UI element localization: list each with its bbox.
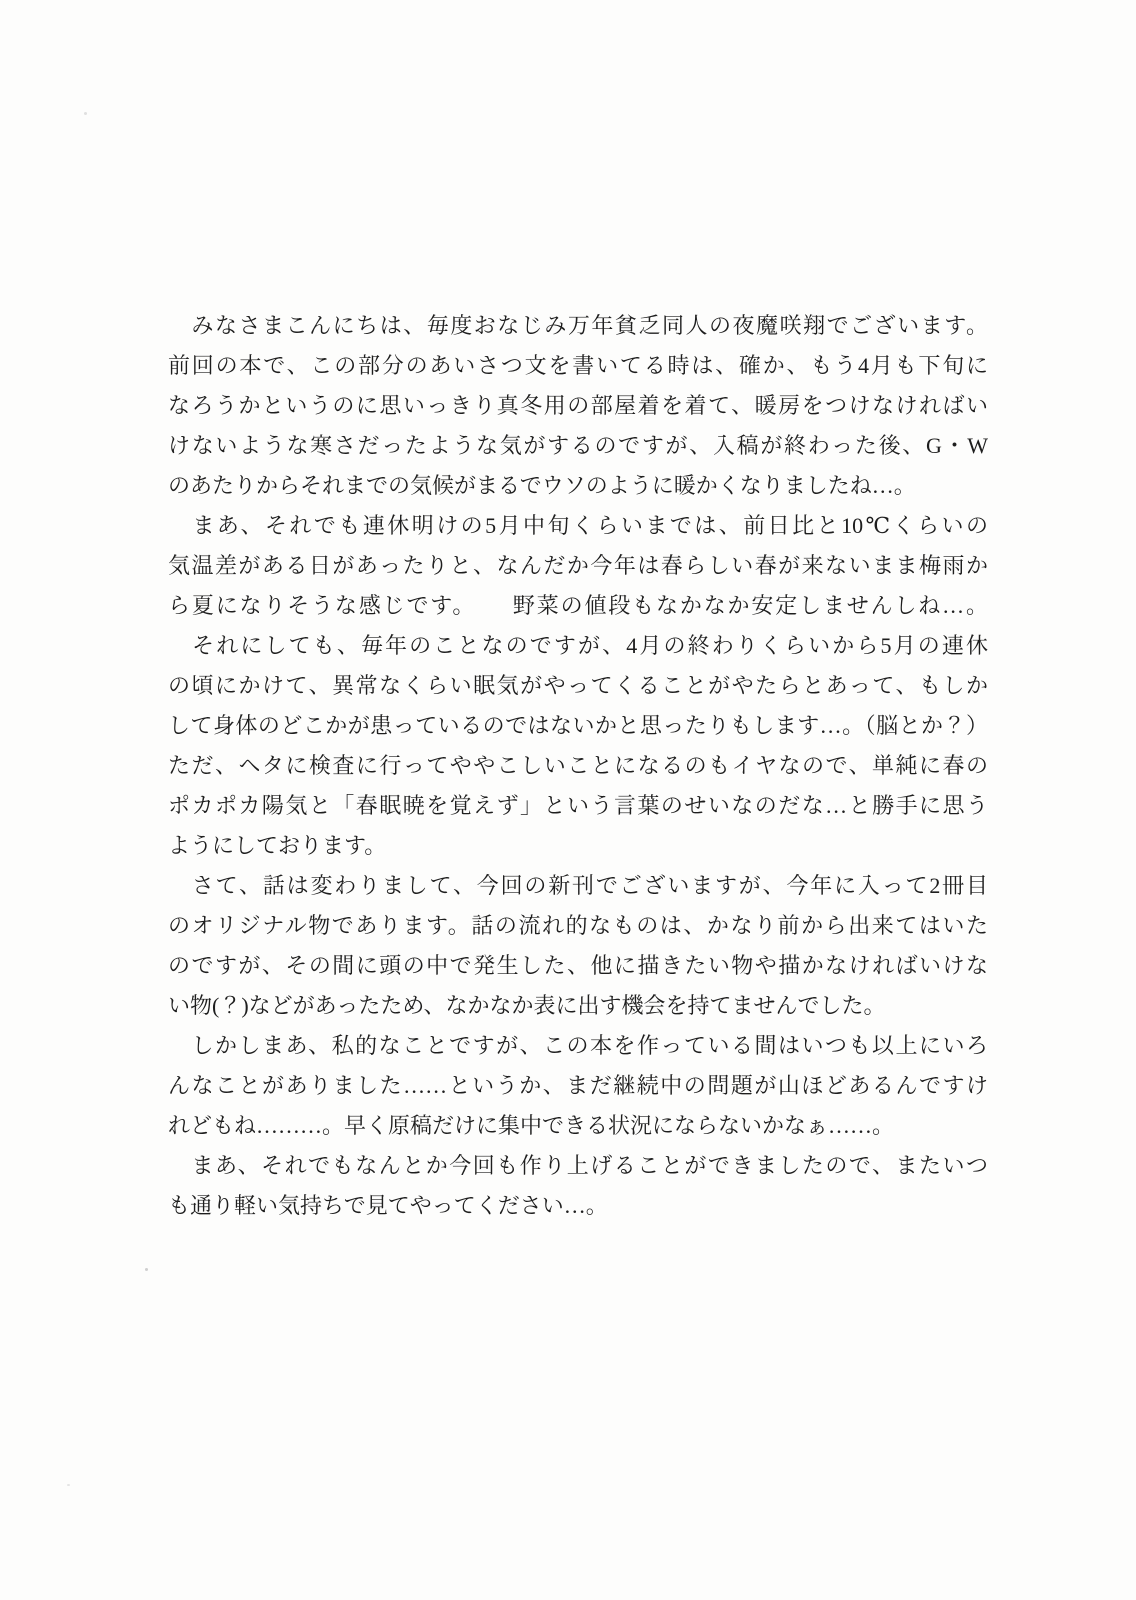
- text-line-4: けないような寒さだったような気がするのですが、入稿が終わった後、G・W: [168, 433, 988, 458]
- scan-speck: [67, 1484, 70, 1486]
- text-line-21: れどもね………。早く原稿だけに集中できる状況にならないかなぁ……。: [168, 1113, 895, 1138]
- scan-speck: [84, 112, 87, 115]
- text-line-7: 気温差がある日があったりと、なんだか今年は春らしい春が来ないまま梅雨か: [168, 553, 988, 578]
- text-line-16: のオリジナル物であります。話の流れ的なものは、かなり前から出来てはいた: [168, 913, 988, 938]
- text-line-8: ら夏になりそうな感じです。 野菜の値段もなかなか安定しませんしね…。: [168, 593, 988, 618]
- text-line-5: のあたりからそれまでの気候がまるでウソのように暖かくなりましたね…。: [168, 473, 916, 498]
- text-line-2: 前回の本で、この部分のあいさつ文を書いてる時は、確か、もう4月も下旬に: [168, 353, 989, 378]
- text-line-13: ポカポカ陽気と「春眠暁を覚えず」という言葉のせいなのだな…と勝手に思う: [168, 793, 988, 818]
- scan-speck: [145, 1268, 148, 1271]
- text-line-9: それにしても、毎年のことなのですが、4月の終わりくらいから5月の連休: [168, 633, 988, 658]
- text-line-6: まあ、それでも連休明けの5月中旬くらいまでは、前日比と10℃くらいの: [168, 513, 988, 538]
- text-line-1: みなさまこんにちは、毎度おなじみ万年貧乏同人の夜魔咲翔でございます。: [168, 313, 988, 338]
- text-line-15: さて、話は変わりまして、今回の新刊でございますが、今年に入って2冊目: [168, 873, 988, 898]
- text-line-3: なろうかというのに思いっきり真冬用の部屋着を着て、暖房をつけなければい: [168, 393, 988, 418]
- afterword-text-block: [168, 306, 988, 1226]
- text-line-14: ようにしております。: [168, 833, 387, 858]
- text-line-10: の頃にかけて、異常なくらい眠気がやってくることがやたらとあって、もしか: [168, 673, 988, 698]
- text-line-22: まあ、それでもなんとか今回も作り上げることができましたので、またいつ: [168, 1153, 988, 1178]
- text-line-17: のですが、その間に頭の中で発生した、他に描きたい物や描かなければいけな: [168, 953, 988, 978]
- text-line-11: して身体のどこかが患っているのではないかと思ったりもします…。（脳とか？）: [168, 713, 988, 738]
- text-line-12: ただ、ヘタに検査に行ってややこしいことになるのもイヤなので、単純に春の: [168, 753, 988, 778]
- text-line-20: んなことがありました……というか、まだ継続中の問題が山ほどあるんですけ: [168, 1073, 988, 1098]
- text-line-19: しかしまあ、私的なことですが、この本を作っている間はいつも以上にいろ: [168, 1033, 988, 1058]
- text-line-18: い物(？)などがあったため、なかなか表に出す機会を持てませんでした。: [168, 993, 886, 1018]
- text-line-23: も通り軽い気持ちで見てやってください…。: [168, 1193, 608, 1218]
